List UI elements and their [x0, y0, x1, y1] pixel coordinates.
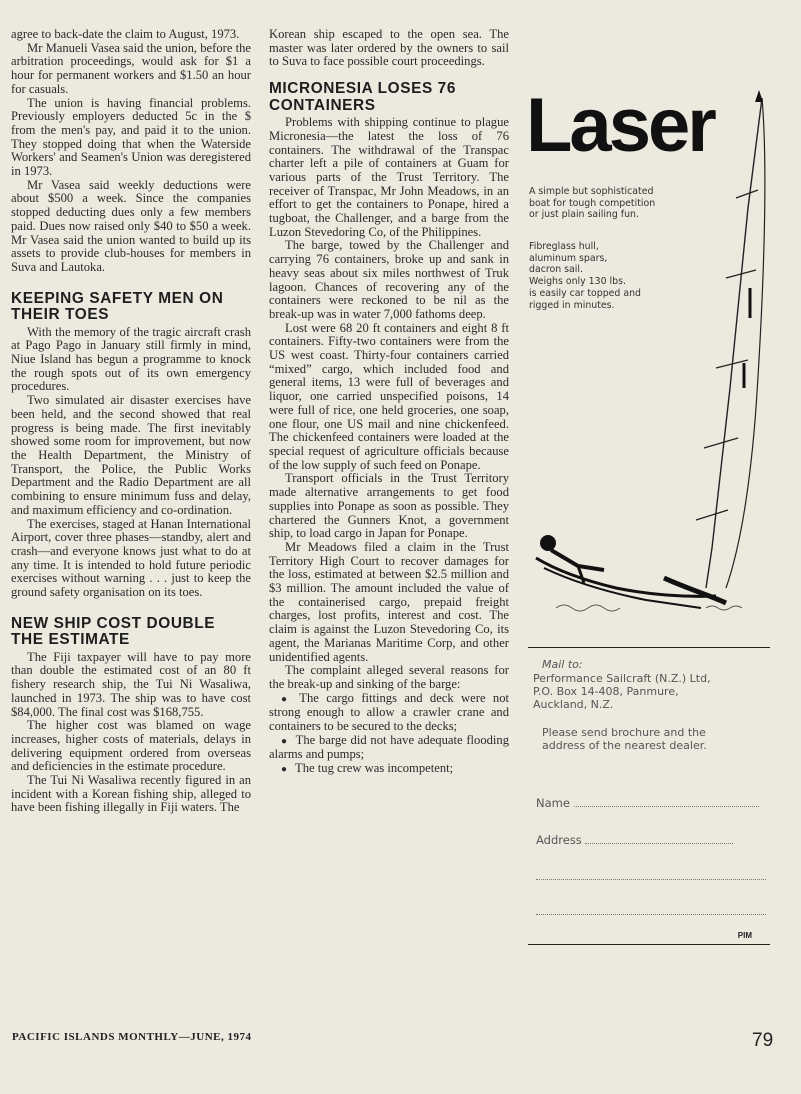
paragraph: Lost were 68 20 ft containers and eight 8 ft containers. Fifty-two containers were from the US west coast. Thirty-four containers carried “mixed” cargo, which included food and general items, 13 were full of beverages and liquor, one carried unspecified poisons, 14 were full of rice, one held groceries, one soap, one flour, one US mail and nine chickenfeed. The chickenfeed containers were loaded at the special request of agriculture officials because of the low supply of such feed on Ponape. [269, 320, 509, 472]
address-line-3[interactable] [536, 913, 766, 915]
coupon-request-text: Please send brochure and the address of the nearest dealer. [542, 726, 707, 752]
paragraph: Two simulated air disaster exercises have been held, and the second showed that real progress is being made. The first inevitably showed some room for improvement, but now the Health Department, the Ministry of Transport, the Police, the Public Works Department and the Radio Department are all combining to ensure minimum fuss and delay, and maximum efficiency and co-ordination. [11, 393, 251, 517]
bullet-item: ● The barge did not have adequate flooding alarms and pumps; [269, 734, 509, 762]
paragraph: agree to back-date the claim to August, 1973. [11, 27, 240, 41]
address-line[interactable] [585, 834, 733, 844]
coupon-address-field[interactable] [536, 833, 733, 847]
laser-logo: Laser [526, 83, 714, 168]
coupon-mail-to: Mail to: [542, 658, 583, 671]
article-column-2 [269, 28, 509, 777]
headline-micronesia: MICRONESIA LOSES 76 CONTAINERS [269, 80, 457, 114]
paragraph: The exercises, staged at Hanan International Airport, cover three phases—standby, alert and crash—and everyone knows just what to do at any time. It is intended to hold future periodic exercises without warning . . . just to keep the ground safety organisation on its toes. [11, 516, 251, 600]
address-label: Address [536, 833, 582, 847]
coupon-address: Performance Sailcraft (N.Z.) Ltd, P.O. Box 14-408, Panmure, Auckland, N.Z. [533, 672, 711, 711]
paragraph: The Tui Ni Wasaliwa recently figured in an incident with a Korean fishing ship, alleged to have been fishing illegally in Fiji waters. The [11, 773, 251, 815]
address-line-2[interactable] [536, 878, 766, 880]
sailboat-illustration [526, 83, 786, 623]
paragraph: The complaint alleged several reasons for the break-up and sinking of the barge: [269, 663, 509, 691]
paragraph: Mr Vasea said weekly deductions were about $500 a week. Since the companies stopped deducting dues only a few members paid. Dues now raised only $40 to $50 a week. Mr Vasea said the union wanted to build up its assets to provide club-houses for members in Suva and Lautoka. [11, 177, 251, 274]
paragraph: Mr Manueli Vasea said the union, before the arbitration proceedings, would ask for $1 a hour for permanent workers and $1.50 an hour for casuals. [11, 40, 251, 96]
article-column-1 [11, 28, 251, 815]
name-line[interactable] [574, 797, 759, 807]
paragraph: With the memory of the tragic aircraft crash at Pago Pago in January still firmly in mind, Niue Island has begun a programme to knock the rough spots out of its own emergency procedures. [11, 324, 251, 394]
laser-advertisement [526, 83, 786, 623]
name-label: Name [536, 796, 570, 810]
ad-tagline: A simple but sophisticated boat for tough competition or just plain sailing fun. [529, 186, 656, 221]
paragraph: The union is having financial problems. Previously employers deducted 5c in the $ from the men's pay, and paid it to the union. They stopped doing that when the Waterside Workers' and Seamen's Union was deregistered in 1973. [11, 95, 251, 179]
paragraph: The Fiji taxpayer will have to pay more than double the estimated cost of an 80 ft fishery research ship, the Tui Ni Wasaliwa, launched in 1973. The ship was to have cost $84,000. The final cost was $168,755. [11, 649, 251, 719]
paragraph: Korean ship escaped to the open sea. The master was later ordered by the owners to sail to Suva to face possible court proceedings. [269, 27, 509, 69]
coupon-code: PIM [737, 931, 752, 940]
ad-specs: Fibreglass hull, aluminum spars, dacron sail. Weighs only 130 lbs. is easily car topped and rigged in minutes. [529, 241, 641, 311]
coupon-name-field[interactable] [536, 796, 759, 810]
paragraph: Mr Meadows filed a claim in the Trust Territory High Court to recover damages for the loss, estimated at between $2.5 million and $3 million. The amount included the value of the containerised cargo, prepaid freight charges, lost profits, interest and cost. The claim is against the Luzon Stevedoring Co, its agent, the Marianas Maritime Corp, and other unidentified agents. [269, 539, 509, 664]
page-footer: PACIFIC ISLANDS MONTHLY—JUNE, 1974 [12, 1031, 252, 1043]
paragraph: The barge, towed by the Challenger and carrying 76 containers, broke up and sank in heavy seas about six miles northwest of Truk lagoon. Chances of recovering any of the containers were reckoned to be nil as the break-up was in water 7,000 fathoms deep. [269, 238, 509, 321]
page-number: 79 [752, 1030, 774, 1051]
headline-keeping-safety: KEEPING SAFETY MEN ON THEIR TOES [11, 289, 224, 324]
paragraph: The higher cost was blamed on wage increases, higher costs of materials, delays in delivering equipment ordered from overseas and deficiencies in the estimate procedure. [11, 718, 251, 774]
bullet-item: ● The cargo fittings and deck were not strong enough to allow a crawler crane and containers to be secured to the decks; [269, 692, 509, 734]
paragraph: Problems with shipping continue to plague Micronesia—the latest the loss of 76 containers. The withdrawal of the Transpac charter left a pile of containers at Guam for various parts of the Trust Territory. The receiver of Transpac, Mr John Meadows, in an effort to get the containers to Ponape, hired a tugboat, the Challenger, and a barge from the Luzon Stevedoring Co, of the Philippines. [269, 115, 509, 239]
headline-new-ship-cost: NEW SHIP COST DOUBLE THE ESTIMATE [11, 614, 216, 649]
paragraph: Transport officials in the Trust Territory made alternative arrangements to get food supplies into Ponape as soon as possible. They chartered the Gunners Knot, a government ship, to load cargo in Japan for Ponape. [269, 471, 509, 541]
bullet-item: ● The tug crew was incompetent; [269, 762, 509, 777]
mail-coupon [528, 647, 770, 945]
